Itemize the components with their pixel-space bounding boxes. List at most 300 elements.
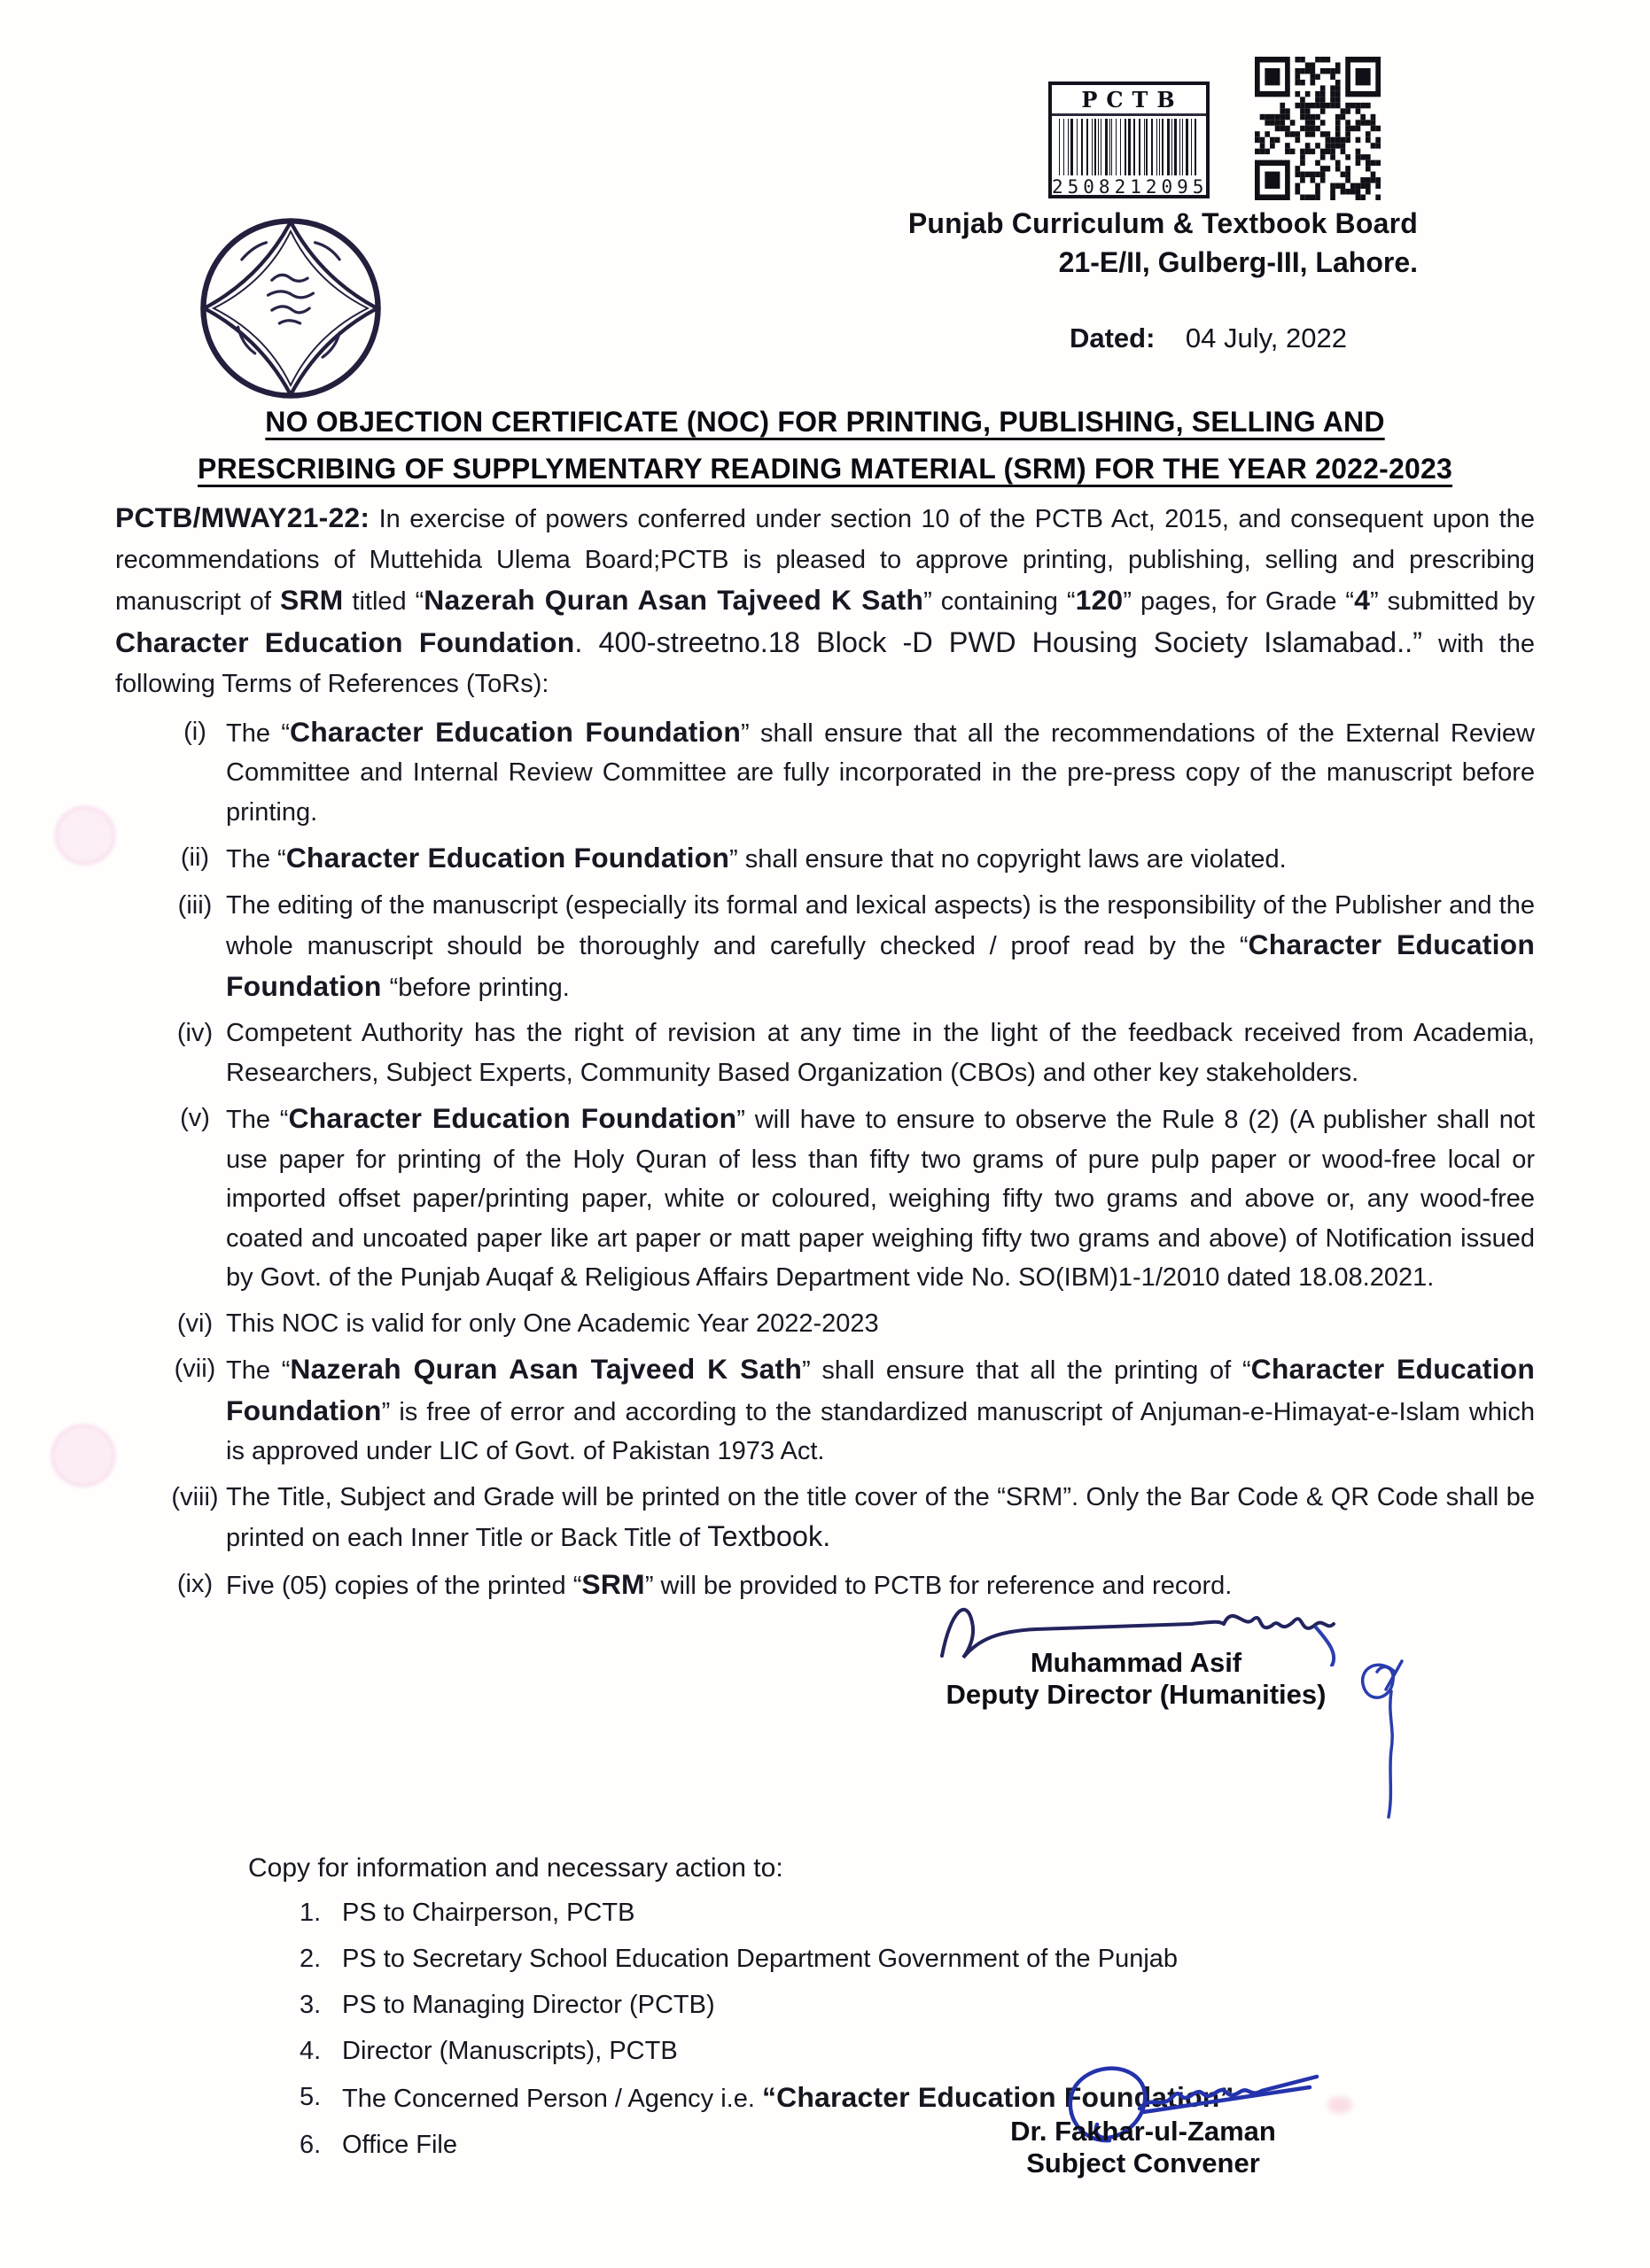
qr-module [1310,195,1315,200]
qr-module [1360,114,1366,120]
qr-module [1330,183,1335,189]
doc-title [115,399,1535,493]
qr-module [1371,177,1376,183]
qr-module [1356,160,1361,166]
qr-module [1366,160,1371,166]
qr-module [1300,103,1305,108]
qr-module [1275,137,1280,143]
text-segment: This NOC is valid for only One Academic Year 2022-2023 [226,1309,879,1338]
tor-item [115,712,1535,833]
qr-module [1300,172,1305,177]
copy-item-number: 1. [300,1899,322,1927]
qr-module [1320,97,1326,102]
qr-module [1275,120,1280,125]
qr-module [1345,131,1350,136]
qr-module [1320,177,1326,183]
barcode-bar [1162,119,1164,175]
qr-module [1345,120,1350,125]
barcode-bar [1070,119,1072,175]
qr-module [1341,189,1346,194]
barcode-bar [1146,119,1148,175]
copy-item-text [342,1940,1365,1978]
qr-module [1295,68,1300,74]
barcode-bar [1098,119,1099,175]
qr-module [1356,103,1361,108]
qr-module [1335,103,1341,108]
tor-item [115,1014,1535,1092]
text-segment: PS to Secretary School Education Department Government of the Punjab [342,1945,1179,1973]
qr-module [1265,68,1280,85]
qr-module [1270,120,1275,125]
qr-module [1366,137,1371,143]
tor-list [115,712,1535,1606]
qr-module [1341,108,1346,113]
qr-module [1350,183,1356,189]
qr-module [1335,120,1341,125]
intro-paragraph [115,498,1535,705]
text-segment: Character Education Foundation [115,625,575,658]
qr-module [1315,195,1320,200]
qr-module [1366,189,1371,194]
qr-module [1265,172,1280,189]
qr-module [1371,160,1376,166]
qr-module [1280,120,1285,125]
qr-module [1345,103,1350,108]
tor-item [115,1478,1535,1558]
qr-module [1300,154,1305,159]
qr-module [1345,137,1350,143]
qr-module [1260,114,1265,120]
doc-title-line1: NO OBJECTION CERTIFICATE (NOC) FOR PRINTING, PUBLISHING, SELLING AND [265,406,1385,438]
qr-module [1335,114,1341,120]
qr-module [1305,131,1311,136]
qr-module [1366,103,1371,108]
qr-module [1330,195,1335,200]
qr-module [1315,126,1320,131]
qr-module [1270,137,1275,143]
qr-module [1320,172,1326,177]
qr-module [1330,137,1335,143]
doc-title-line2: PRESCRIBING OF SUPPLYMENTARY READING MATERIAL (SRM) FOR THE YEAR 2022-2023 [198,453,1452,485]
qr-module [1341,137,1346,143]
copy-item-text [342,1894,1365,1932]
qr-module [1295,166,1300,171]
qr-module [1326,166,1331,171]
barcode-bar [1195,119,1196,175]
text-segment: Nazerah Quran Asan Tajveed K Sath [290,1353,803,1385]
tor-item-text [226,1014,1535,1092]
copy-item-number: 3. [300,1991,322,2019]
qr-module [1290,120,1296,125]
tor-item-number: (viii) [171,1482,219,1511]
qr-module [1280,114,1285,120]
qr-module [1290,131,1296,136]
qr-module [1320,131,1326,136]
qr-module [1300,97,1305,102]
qr-module [1335,131,1341,136]
barcode-bar [1167,119,1169,175]
qr-module [1260,137,1265,143]
tor-item-text [226,1099,1535,1298]
signer2-title: Subject Convener [1026,2148,1260,2179]
qr-module [1315,183,1320,189]
text-segment: Competent Authority has the right of revision at any time in the light of the feedback received from Academia, Researchers, Subject Experts, Community Based Organization (CBOs) and other key stakeholders. [226,1019,1535,1087]
qr-module [1300,195,1305,200]
qr-module [1375,195,1381,200]
qr-module [1356,108,1361,113]
qr-module [1310,74,1315,79]
qr-module [1260,149,1265,154]
barcode-bar [1116,119,1117,175]
qr-module [1350,103,1356,108]
qr-module [1295,103,1300,108]
qr-module [1265,120,1270,125]
signer-title: Deputy Director (Humanities) [946,1679,1327,1710]
barcode-bar [1182,119,1183,175]
qr-module [1356,154,1361,159]
tor-item [115,838,1535,880]
text-segment: The “ [226,1356,291,1385]
qr-module [1315,74,1320,79]
qr-module [1345,172,1350,177]
qr-module [1295,80,1300,85]
barcode-bar [1156,119,1157,175]
copy-item [248,1894,1365,1932]
qr-module [1305,114,1311,120]
qr-module [1305,120,1311,125]
qr-module [1295,74,1300,79]
qr-module [1360,103,1366,108]
text-segment: PS to Managing Director (PCTB) [342,1991,715,2019]
qr-module [1305,68,1311,74]
qr-module [1300,57,1305,62]
qr-module [1300,177,1305,183]
qr-module [1265,149,1270,154]
qr-module [1285,114,1290,120]
barcode-bar [1063,119,1064,175]
qr-module [1285,126,1290,131]
qr-module [1260,143,1265,148]
qr-module [1330,68,1335,74]
qr-module [1280,108,1285,113]
text-segment: Director (Manuscripts), PCTB [342,2037,678,2065]
qr-module [1345,166,1350,171]
qr-module [1330,154,1335,159]
qr-module [1371,172,1376,177]
qr-module [1326,137,1331,143]
date-label: Dated: [1069,322,1156,353]
qr-module [1275,126,1280,131]
qr-module [1320,166,1326,171]
qr-module [1335,137,1341,143]
barcode-bar [1171,119,1172,175]
signature-initials-icon [1340,1654,1420,1822]
tor-item-text [226,1349,1535,1472]
qr-module [1305,195,1311,200]
qr-module [1360,183,1366,189]
signature-block-zaman [886,2057,1400,2179]
qr-module [1371,114,1376,120]
qr-module [1375,137,1381,143]
qr-module [1330,143,1335,148]
qr-module [1280,103,1285,108]
text-segment: ” shall ensure that all the printing of “ [802,1356,1251,1385]
text-segment: Office File [342,2131,458,2159]
qr-module [1315,172,1320,177]
barcode-bar [1094,119,1096,175]
text-segment: Character Education Foundation [226,928,1536,1002]
qr-module [1335,85,1341,90]
qr-module [1330,149,1335,154]
qr-module [1320,68,1326,74]
qr-module [1320,91,1326,97]
qr-module [1255,131,1260,136]
qr-module [1310,131,1315,136]
copy-item [248,1940,1365,1978]
qr-module [1371,126,1376,131]
qr-module [1326,103,1331,108]
barcode-label: PCTB [1052,85,1206,116]
qr-module [1310,114,1315,120]
qr-module [1335,80,1341,85]
qr-module [1320,120,1326,125]
text-segment: The “ [226,1106,289,1134]
qr-module [1275,114,1280,120]
qr-module [1305,91,1311,97]
qr-module [1341,149,1346,154]
barcode-bar [1139,119,1140,175]
barcode-bar [1111,119,1112,175]
tor-item-number: (iv) [176,1019,214,1047]
text-segment: “Character Education Foundation” [761,2081,1234,2113]
qr-module [1335,143,1341,148]
qr-module [1350,126,1356,131]
qr-module [1341,183,1346,189]
text-segment: Five (05) copies of the printed “ [226,1571,582,1600]
barcode-bar [1159,119,1161,175]
qr-module [1345,177,1350,183]
qr-code-icon [1255,57,1381,200]
text-segment: ” submitted by [1370,587,1535,616]
org-name: Punjab Curriculum & Textbook Board [907,207,1418,239]
qr-module [1371,143,1376,148]
qr-module [1356,126,1361,131]
qr-module [1315,160,1320,166]
qr-module [1290,149,1296,154]
qr-module [1280,126,1285,131]
barcode-bar [1128,119,1130,175]
organization-seal-icon [197,214,385,402]
text-segment: The Title, Subject and Grade will be printed on the title cover of the “SRM”. Only the Bar Code & QR Code shall be printed on each Inner Title or Back Title of [226,1482,1535,1552]
qr-module [1295,57,1300,62]
qr-module [1360,120,1366,125]
text-segment: In exercise of powers conferred under section 10 of the PCTB Act, 2015, and consequent upon the recommendations of Muttehida Ulema Board;PCTB is pleased to approve printing, publishing, selling and prescribing manuscript of [115,505,1535,616]
text-segment: “before printing. [389,973,570,1002]
qr-module [1285,149,1290,154]
text-segment: Character Education Foundation [285,842,730,874]
date-value: 04 July, 2022 [1185,322,1347,353]
tor-item [115,1304,1535,1344]
qr-module [1295,189,1300,194]
qr-module [1330,189,1335,194]
qr-module [1295,183,1300,189]
qr-module [1300,160,1305,166]
qr-module [1315,114,1320,120]
qr-module [1310,80,1315,85]
qr-module [1310,62,1315,67]
qr-module [1310,103,1315,108]
qr-module [1375,160,1381,166]
qr-module [1356,120,1361,125]
qr-module [1335,97,1341,102]
text-segment: 120 [1075,584,1124,616]
qr-module [1315,97,1320,102]
tor-item-number: (ix) [176,1569,214,1598]
qr-module [1295,91,1300,97]
copy-item-number: 5. [300,2083,322,2111]
text-segment: SRM [581,1567,645,1600]
text-segment: ” shall ensure that all the recommendations of the External Review Committee and Internal Review Committee are fully incorporated in the pre-press copy of the manuscript before printing. [226,718,1535,827]
copy-item-number: 4. [300,2037,322,2065]
barcode-bar [1081,119,1083,175]
qr-module [1366,183,1371,189]
text-segment: The “ [226,845,286,874]
qr-module [1315,57,1320,62]
qr-module [1305,126,1311,131]
qr-module [1300,80,1305,85]
qr-module [1310,126,1315,131]
qr-module [1295,137,1300,143]
text-segment: ” shall ensure that no copyright laws are violated. [729,845,1287,874]
tor-item-number: (v) [180,1104,210,1132]
qr-module [1335,183,1341,189]
copy-item-number: 6. [300,2131,322,2159]
text-segment: SRM [279,584,344,616]
barcode-number: 2508212095 [1052,176,1209,198]
tor-item-text [226,838,1535,880]
qr-module [1330,97,1335,102]
barcode-bar [1109,119,1110,175]
qr-module [1300,108,1305,113]
qr-module [1345,108,1350,113]
barcode-bar [1120,119,1121,175]
qr-module [1255,149,1260,154]
text-segment: ” containing “ [923,587,1076,616]
qr-module [1375,183,1381,189]
qr-module [1375,143,1381,148]
barcode-bar [1125,119,1126,175]
qr-module [1300,68,1305,74]
tor-item [115,1099,1535,1298]
qr-module [1330,85,1335,90]
doc-body [115,399,1535,2206]
barcode-bars [1059,119,1199,175]
text-segment: Textbook. [707,1520,831,1552]
qr-module [1265,131,1270,136]
qr-module [1360,195,1366,200]
qr-module [1366,120,1371,125]
text-segment: 4 [1354,584,1371,616]
text-segment: Character Education Foundation [288,1102,737,1134]
qr-module [1270,143,1275,148]
barcode-bar [1105,119,1107,175]
qr-module [1305,103,1311,108]
tor-item-number: (vii) [174,1355,216,1383]
qr-module [1345,154,1350,159]
qr-module [1310,177,1315,183]
text-segment: ” is free of error and according to the standardized manuscript of Anjuman-e-Himayat-e-Islam which is approved under LIC of Govt. of Pakistan 1973 Act. [226,1397,1535,1465]
qr-module [1300,126,1305,131]
qr-module [1375,177,1381,183]
qr-module [1305,149,1311,154]
qr-module [1310,120,1315,125]
tor-item [115,1349,1535,1472]
text-segment: ” will be provided to PCTB for reference and record. [644,1571,1233,1600]
tor-item-number: (vi) [176,1309,214,1338]
qr-module [1305,62,1311,67]
qr-module [1360,154,1366,159]
qr-module [1265,114,1270,120]
text-segment: ” pages, for Grade “ [1123,587,1355,616]
qr-module [1375,126,1381,131]
text-segment: . 400-streetno.18 Block -D PWD Housing Society Islamabad..” [574,625,1439,658]
barcode-bar [1068,119,1069,175]
barcode-bar [1174,119,1176,175]
qr-module [1300,149,1305,154]
qr-module [1356,195,1361,200]
tor-item-number: (i) [183,717,206,746]
qr-module [1345,126,1350,131]
text-segment: The Concerned Person / Agency i.e. [342,2085,762,2113]
qr-module [1315,91,1320,97]
qr-module [1320,154,1326,159]
qr-module [1335,160,1341,166]
qr-module [1356,189,1361,194]
text-segment: titled “ [343,587,424,616]
qr-module [1315,189,1320,194]
qr-module [1356,137,1361,143]
barcode-bar [1092,119,1093,175]
text-segment: with the following Terms of References (ToRs): [115,629,1535,698]
copy-item-number: 2. [300,1945,322,1973]
tor-item-text [226,1304,1535,1344]
scan-smudge [55,806,115,865]
qr-module [1305,108,1311,113]
qr-module [1326,131,1331,136]
copy-item [248,1986,1365,2024]
tor-item-number: (iii) [177,890,213,920]
qr-module [1366,154,1371,159]
qr-module [1366,177,1371,183]
barcode-bar [1179,119,1181,175]
text-segment: Character Education Foundation [226,1353,1535,1426]
qr-module [1295,131,1300,136]
qr-module [1310,149,1315,154]
qr-module [1326,68,1331,74]
text-segment: Character Education Foundation [290,715,742,748]
qr-module [1320,85,1326,90]
barcode-bar [1151,119,1153,175]
barcode-bar [1077,119,1078,175]
qr-module [1305,172,1311,177]
text-segment: ” will have to ensure to observe the Rule 8 (2) (A publisher shall not use paper for printing of the Holy Quran of less than fifty two grams of pure pulp paper or wood-free local or imported offset paper/printing paper, white or coloured, weighing fifty two grams and above or, any wood-free coated and uncoated paper like art paper or matt paper weighing fifty two grams and above) of Notification issued by Govt. of the Punjab Auqaf & Religious Affairs Department vide No. SO(IBM)1-1/2010 dated 18.08.2021. [226,1106,1536,1292]
qr-module [1341,114,1346,120]
qr-module [1285,143,1290,148]
qr-module [1305,143,1311,148]
barcode-bar [1059,119,1060,175]
barcode-bar [1086,119,1088,175]
qr-module [1310,172,1315,177]
